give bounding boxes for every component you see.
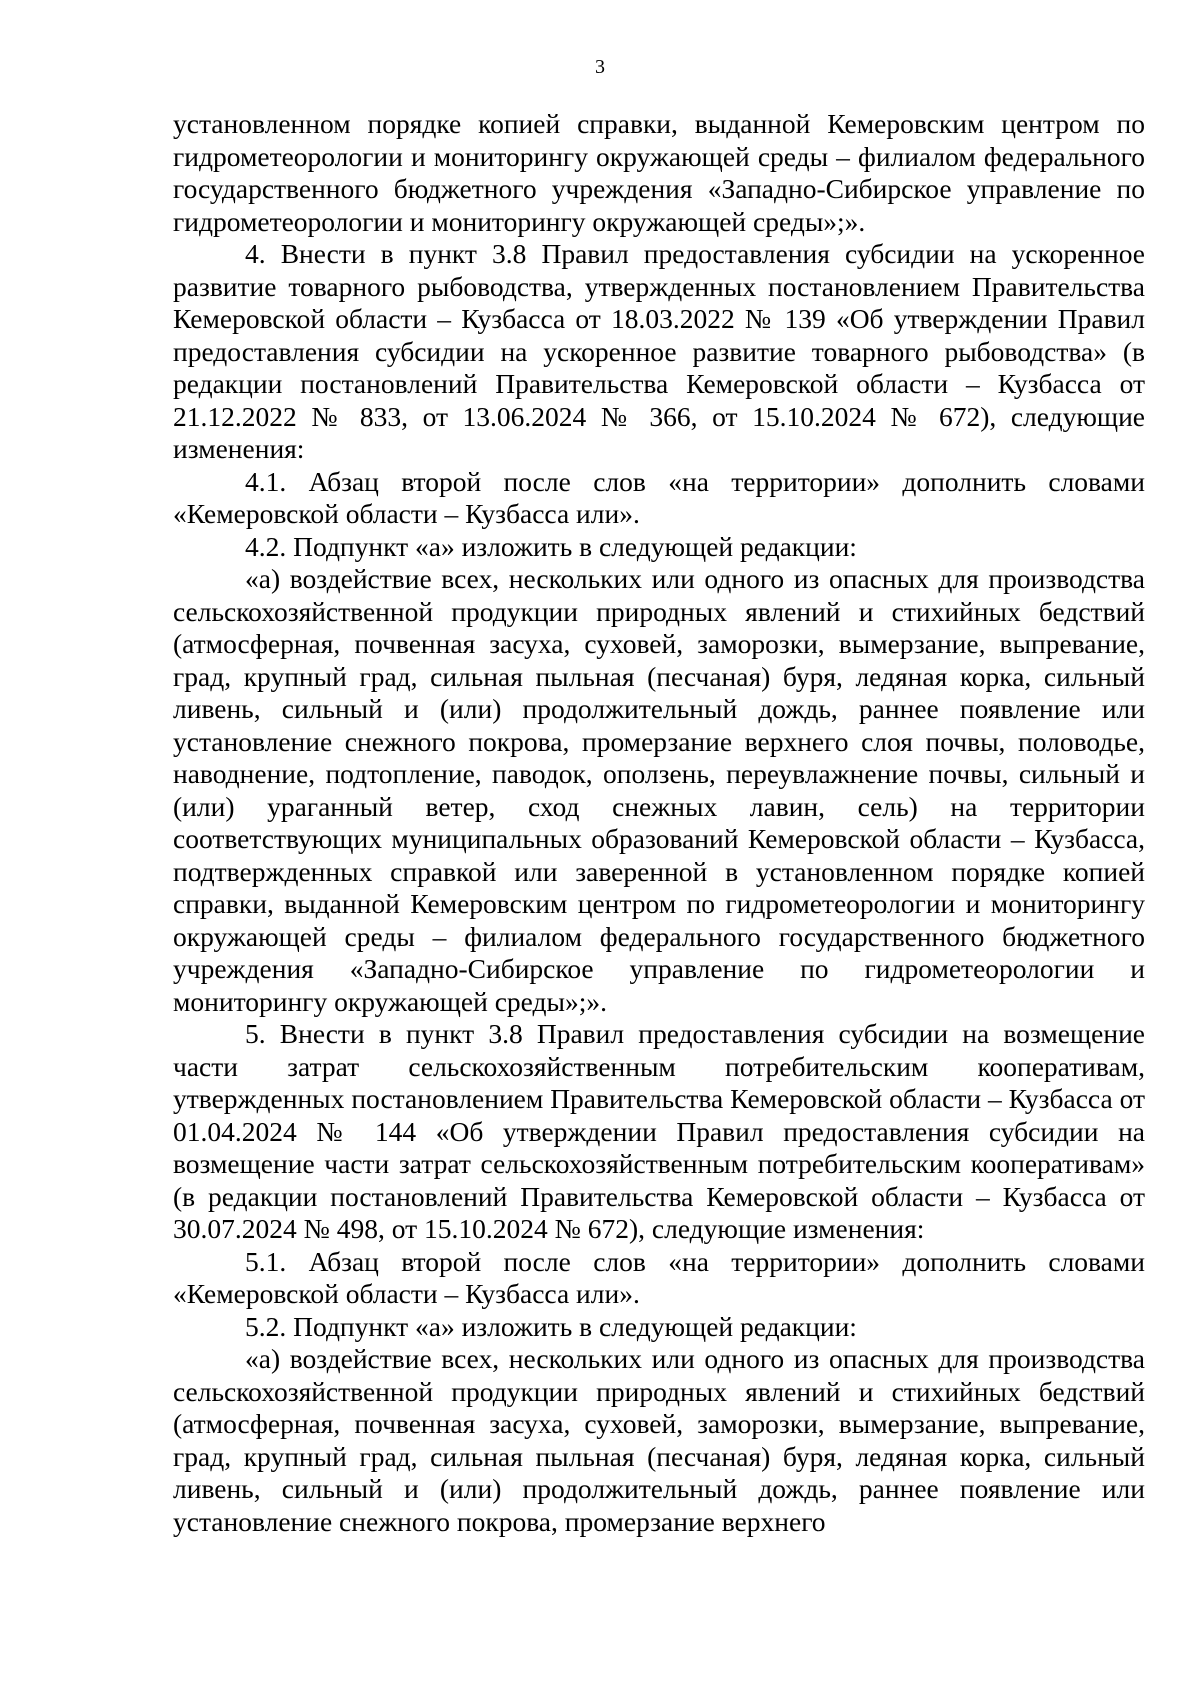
paragraph: 5.1. Абзац второй после слов «на территории» дополнить словами «Кемеровской области – Кузбасса или». bbox=[173, 1245, 1145, 1309]
paragraph: 4.2. Подпункт «а» изложить в следующей редакции: bbox=[245, 530, 857, 562]
document-body bbox=[173, 108, 1145, 1538]
paragraph: установленном порядке копией справки, выданной Кемеровским центром по гидрометеорологии и мониторингу окружающей среды – филиалом федерального государственного бюджетного учреждения «Западно-Сибирское управление по гидрометеорологии и мониторингу окружающей среды»;». bbox=[173, 108, 1145, 237]
paragraph: «а) воздействие всех, нескольких или одного из опасных для производства сельскохозяйственной продукции природных явлений и стихийных бедствий (атмосферная, почвенная засуха, суховей, заморозки, вымерзание, выпревание, град, крупный град, сильная пыльная (песчаная) буря, ледяная корка, сильный ливень, сильный и (или) продолжительный дождь, раннее появление или установление снежного покрова, промерзание верхнего слоя почвы, половодье, наводнение, подтопление, паводок, оползень, переувлажнение почвы, сильный и (или) ураганный ветер, сход снежных лавин, сель) на территории соответствующих муниципальных образований Кемеровской области – Кузбасса, подтвержденных справкой или заверенной в установленном порядке копией справки, выданной Кемеровским центром по гидрометеорологии и мониторингу окружающей среды – филиалом федерального государственного бюджетного учреждения «Западно-Сибирское управление по гидрометеорологии и мониторингу окружающей среды»;». bbox=[173, 563, 1145, 1017]
paragraph: 4. Внести в пункт 3.8 Правил предоставления субсидии на ускоренное развитие товарного рыбоводства, утвержденных постановлением Правительства Кемеровской области – Кузбасса от 18.03.2022 № 139 «Об утверждении Правил предоставления субсидии на ускоренное развитие товарного рыбоводства» (в редакции постановлений Правительства Кемеровской области – Кузбасса от 21.12.2022 № 833, от 13.06.2024 № 366, от 15.10.2024 № 672), следующие изменения: bbox=[173, 238, 1145, 464]
page-number: 3 bbox=[595, 56, 605, 78]
paragraph: 5.2. Подпункт «а» изложить в следующей редакции: bbox=[245, 1310, 857, 1342]
paragraph: 4.1. Абзац второй после слов «на территории» дополнить словами «Кемеровской области – Кузбасса или». bbox=[173, 465, 1145, 529]
paragraph: 5. Внести в пункт 3.8 Правил предоставления субсидии на возмещение части затрат сельскохозяйственным потребительским кооперативам, утвержденных постановлением Правительства Кемеровской области – Кузбасса от 01.04.2024 № 144 «Об утверждении Правил предоставления субсидии на возмещение части затрат сельскохозяйственным потребительским кооперативам» (в редакции постановлений Правительства Кемеровской области – Кузбасса от 30.07.2024 № 498, от 15.10.2024 № 672), следующие изменения: bbox=[173, 1018, 1145, 1244]
paragraph: «а) воздействие всех, нескольких или одного из опасных для производства сельскохозяйственной продукции природных явлений и стихийных бедствий (атмосферная, почвенная засуха, суховей, заморозки, вымерзание, выпревание, град, крупный град, сильная пыльная (песчаная) буря, ледяная корка, сильный ливень, сильный и (или) продолжительный дождь, раннее появление или установление снежного покрова, промерзание верхнего bbox=[173, 1343, 1145, 1537]
